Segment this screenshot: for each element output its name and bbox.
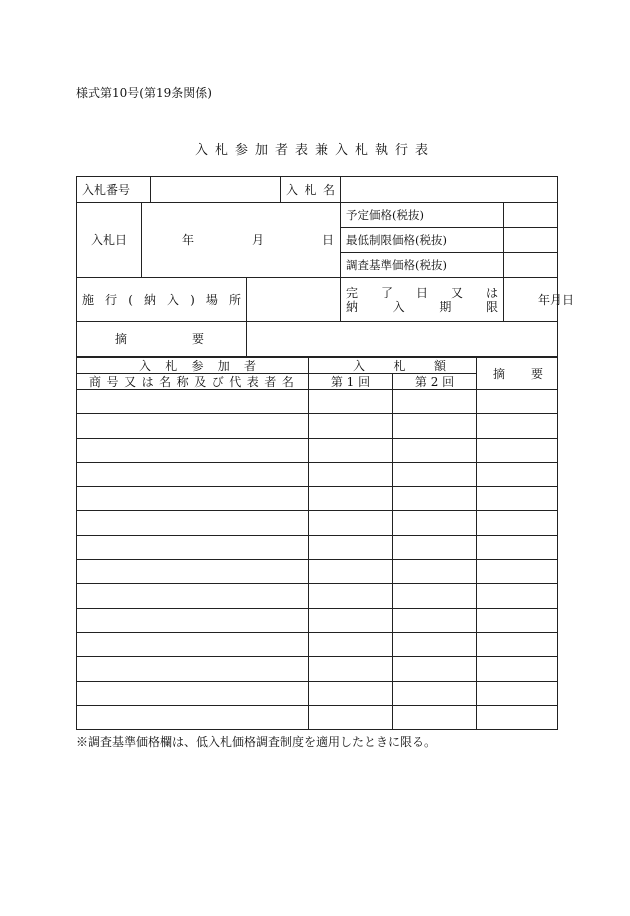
round-1-amount-cell[interactable] xyxy=(309,657,393,681)
planned-price-label: 予定価格(税抜) xyxy=(341,203,504,228)
label-char: 札 xyxy=(304,182,317,197)
table-row xyxy=(77,584,558,608)
year-label: 年 xyxy=(182,233,195,247)
label-char: 入 xyxy=(139,358,152,373)
label-char: 商 xyxy=(89,374,102,389)
participant-name-cell[interactable] xyxy=(77,657,309,681)
label-char: 額 xyxy=(434,358,447,373)
footnote: ※調査基準価格欄は、低入札価格調査制度を適用したときに限る。 xyxy=(76,735,437,749)
label-char: は xyxy=(485,285,498,300)
table-row xyxy=(77,462,558,486)
remarks-cell[interactable] xyxy=(477,487,558,511)
label-char: 所 xyxy=(229,292,242,307)
label-char: ) xyxy=(190,292,195,307)
month-label: 月 xyxy=(550,292,563,307)
label-char: 行 xyxy=(105,292,118,307)
label-char: 参 xyxy=(191,358,204,373)
summary-field[interactable] xyxy=(247,322,558,357)
label-char: 称 xyxy=(176,374,189,389)
label-char: 札 xyxy=(165,358,178,373)
label-char: 名 xyxy=(322,182,335,197)
label-char: 日 xyxy=(415,285,428,300)
label-char: 名 xyxy=(281,374,294,389)
participant-name-cell[interactable] xyxy=(77,535,309,559)
round-2-amount-cell[interactable] xyxy=(393,681,477,705)
bid-amount-header xyxy=(309,358,477,374)
planned-price-field[interactable] xyxy=(504,203,558,228)
label-char: 者 xyxy=(264,374,277,389)
round-1-header: 第 1 回 xyxy=(309,374,393,390)
bid-number-field[interactable] xyxy=(151,177,281,203)
label-char: 及 xyxy=(194,374,207,389)
round-1-amount-cell[interactable] xyxy=(309,584,393,608)
round-1-amount-cell[interactable] xyxy=(309,390,393,414)
round-2-amount-cell[interactable] xyxy=(393,705,477,729)
label-char: 又 xyxy=(450,285,463,300)
label-char: 納 xyxy=(346,299,359,314)
bid-name-field[interactable] xyxy=(341,177,558,203)
participant-name-cell[interactable] xyxy=(77,414,309,438)
completion-line-2 xyxy=(346,300,498,314)
round-2-amount-cell[interactable] xyxy=(393,511,477,535)
round-2-amount-cell[interactable] xyxy=(393,632,477,656)
label-char: 了 xyxy=(381,285,394,300)
label-char: 入 xyxy=(392,299,405,314)
label-char: 完 xyxy=(346,285,359,300)
label-char: 札 xyxy=(393,358,406,373)
bid-name-label-chars xyxy=(281,183,340,197)
round-2-amount-cell[interactable] xyxy=(393,390,477,414)
table-row xyxy=(77,657,558,681)
remarks-cell[interactable] xyxy=(477,632,558,656)
label-char: ( xyxy=(128,292,133,307)
label-char: 摘 xyxy=(115,332,128,346)
min-limit-price-field[interactable] xyxy=(504,228,558,253)
participant-header xyxy=(77,358,309,374)
round-2-amount-cell[interactable] xyxy=(393,414,477,438)
table-row xyxy=(77,414,558,438)
round-2-amount-cell[interactable] xyxy=(393,584,477,608)
round-2-amount-cell[interactable] xyxy=(393,535,477,559)
round-1-amount-cell[interactable] xyxy=(309,535,393,559)
participant-name-cell[interactable] xyxy=(77,632,309,656)
location-field[interactable] xyxy=(247,278,341,322)
table-row xyxy=(77,681,558,705)
participant-name-cell[interactable] xyxy=(77,681,309,705)
label-char: 期 xyxy=(439,299,452,314)
remarks-cell[interactable] xyxy=(477,657,558,681)
survey-base-price-field[interactable] xyxy=(504,253,558,278)
min-limit-price-label: 最低制限価格(税抜) xyxy=(341,228,504,253)
round-1-amount-cell[interactable] xyxy=(309,511,393,535)
completion-date-label xyxy=(341,278,504,322)
label-char: は xyxy=(141,374,154,389)
completion-line-1 xyxy=(346,286,498,300)
round-2-amount-cell[interactable] xyxy=(393,438,477,462)
label-char: 名 xyxy=(159,374,172,389)
label-char: 納 xyxy=(143,292,156,307)
table-row xyxy=(77,511,558,535)
bid-participants-table xyxy=(76,357,558,730)
location-label xyxy=(77,278,247,322)
remarks-cell[interactable] xyxy=(477,584,558,608)
remarks-cell[interactable] xyxy=(477,535,558,559)
year-label: 年 xyxy=(538,292,551,307)
participant-name-cell[interactable] xyxy=(77,584,309,608)
participant-name-cell[interactable] xyxy=(77,487,309,511)
table-row xyxy=(77,608,558,632)
participant-subheader xyxy=(77,374,309,390)
label-char: 又 xyxy=(124,374,137,389)
label-char: び xyxy=(211,374,224,389)
label-char: 限 xyxy=(485,299,498,314)
form-number: 様式第10号(第19条関係) xyxy=(76,86,212,100)
summary-label xyxy=(77,322,247,357)
round-1-amount-cell[interactable] xyxy=(309,414,393,438)
label-char: 要 xyxy=(531,366,544,381)
participant-name-cell[interactable] xyxy=(77,560,309,584)
participant-name-cell[interactable] xyxy=(77,438,309,462)
label-char: 表 xyxy=(246,374,259,389)
participant-name-cell[interactable] xyxy=(77,511,309,535)
table-row xyxy=(77,560,558,584)
summary-label-chars xyxy=(77,332,246,346)
table-row xyxy=(77,390,558,414)
location-label-chars xyxy=(77,293,246,307)
table-row xyxy=(77,705,558,729)
bid-name-label xyxy=(281,177,341,203)
label-char: 代 xyxy=(229,374,242,389)
label-char: 号 xyxy=(106,374,119,389)
round-1-amount-cell[interactable] xyxy=(309,462,393,486)
label-char: 入 xyxy=(286,182,299,197)
label-char: 場 xyxy=(205,292,218,307)
bid-number-label: 入札番号 xyxy=(77,177,151,203)
table-row xyxy=(77,632,558,656)
survey-base-price-label: 調査基準価格(税抜) xyxy=(341,253,504,278)
round-2-amount-cell[interactable] xyxy=(393,560,477,584)
participant-name-cell[interactable] xyxy=(77,608,309,632)
participant-name-cell[interactable] xyxy=(77,462,309,486)
round-2-amount-cell[interactable] xyxy=(393,462,477,486)
label-char: 者 xyxy=(243,358,256,373)
label-char: 入 xyxy=(167,292,180,307)
label-char: 要 xyxy=(192,332,205,346)
completion-date-field[interactable] xyxy=(504,278,575,322)
bid-date-label: 入札日 xyxy=(77,203,142,278)
remarks-cell[interactable] xyxy=(477,608,558,632)
label-char: 施 xyxy=(82,292,95,307)
remarks-cell[interactable] xyxy=(477,462,558,486)
round-1-amount-cell[interactable] xyxy=(309,632,393,656)
participant-name-cell[interactable] xyxy=(77,705,309,729)
round-1-amount-cell[interactable] xyxy=(309,560,393,584)
remarks-cell[interactable] xyxy=(477,414,558,438)
day-label: 日 xyxy=(322,233,335,247)
month-label: 月 xyxy=(252,233,265,247)
document-title: 入札参加者表兼入札執行表 xyxy=(194,143,435,158)
label-char: 加 xyxy=(217,358,230,373)
round-2-header: 第 2 回 xyxy=(393,374,477,390)
day-label: 日 xyxy=(562,292,575,307)
round-1-amount-cell[interactable] xyxy=(309,681,393,705)
round-2-amount-cell[interactable] xyxy=(393,657,477,681)
round-1-amount-cell[interactable] xyxy=(309,487,393,511)
participant-name-cell[interactable] xyxy=(77,390,309,414)
remarks-cell[interactable] xyxy=(477,560,558,584)
remarks-cell[interactable] xyxy=(477,438,558,462)
remarks-header xyxy=(477,358,558,390)
table-row xyxy=(77,487,558,511)
round-2-amount-cell[interactable] xyxy=(393,608,477,632)
table-row xyxy=(77,535,558,559)
round-2-amount-cell[interactable] xyxy=(393,487,477,511)
remarks-cell[interactable] xyxy=(477,390,558,414)
round-1-amount-cell[interactable] xyxy=(309,705,393,729)
remarks-cell[interactable] xyxy=(477,681,558,705)
remarks-cell[interactable] xyxy=(477,511,558,535)
table-row xyxy=(77,438,558,462)
bid-date-field[interactable] xyxy=(142,203,341,278)
remarks-cell[interactable] xyxy=(477,705,558,729)
label-char: 入 xyxy=(353,358,366,373)
label-char: 摘 xyxy=(493,366,506,381)
round-1-amount-cell[interactable] xyxy=(309,438,393,462)
bid-info-table xyxy=(76,176,575,357)
round-1-amount-cell[interactable] xyxy=(309,608,393,632)
